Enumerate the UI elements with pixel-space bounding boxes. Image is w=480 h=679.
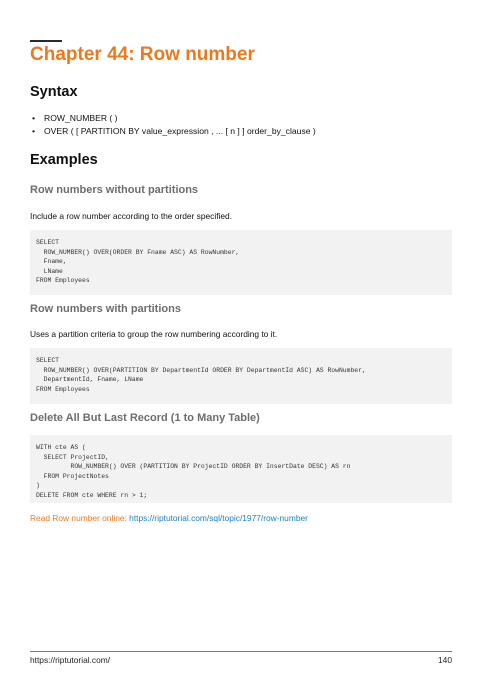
- syntax-item: • ROW_NUMBER ( ): [30, 112, 316, 125]
- page-number: 140: [438, 655, 452, 665]
- syntax-heading: Syntax: [30, 84, 78, 100]
- syntax-item: • OVER ( [ PARTITION BY value_expression , ... [ n ] ] order_by_clause ): [30, 125, 316, 138]
- read-online-link[interactable]: https://riptutorial.com/sql/topic/1977/row-number: [129, 513, 308, 523]
- syntax-list: [30, 112, 316, 138]
- chapter-rule: [30, 40, 62, 42]
- section-text: Uses a partition criteria to group the row numbering according to it.: [30, 329, 278, 339]
- section-title: Row numbers with partitions: [30, 303, 181, 315]
- read-online-label: Read Row number online:: [30, 513, 130, 523]
- section-text: Include a row number according to the order specified.: [30, 211, 233, 221]
- code-block[interactable]: SELECT ROW_NUMBER() OVER(PARTITION BY DepartmentId ORDER BY DepartmentId ASC) AS RowNumber, DepartmentId, Fname, LName FROM Employees: [30, 348, 452, 404]
- footer-site: https://riptutorial.com/: [30, 655, 111, 665]
- section-title: Row numbers without partitions: [30, 184, 199, 196]
- code-block[interactable]: WITH cte AS ( SELECT ProjectID, ROW_NUMBER() OVER (PARTITION BY ProjectID ORDER BY InsertDate DESC) AS rn FROM ProjectNotes ) DELETE FROM cte WHERE rn > 1;: [30, 435, 452, 503]
- code-block[interactable]: SELECT ROW_NUMBER() OVER(ORDER BY Fname ASC) AS RowNumber, Fname, LName FROM Employees: [30, 230, 452, 295]
- section-title: Delete All But Last Record (1 to Many Table): [30, 412, 260, 424]
- footer-rule: [30, 651, 452, 652]
- read-online: [30, 513, 308, 523]
- chapter-title: Chapter 44: Row number: [30, 44, 255, 65]
- examples-heading: Examples: [30, 152, 98, 168]
